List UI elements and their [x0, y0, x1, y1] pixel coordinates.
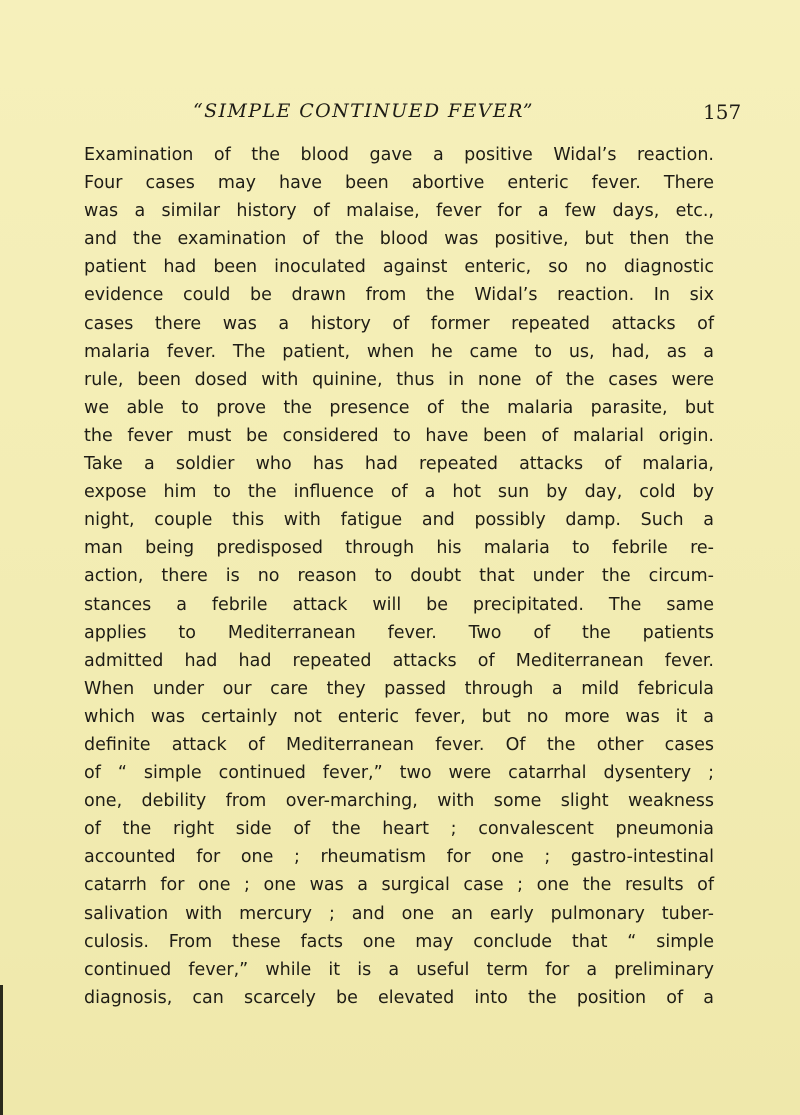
text-line: malaria fever. The patient, when he came to us, had, as a: [84, 341, 714, 362]
text-line: night, couple this with fatigue and possibly damp. Such a: [84, 510, 714, 531]
page-header: [0, 100, 800, 130]
text-line: culosis. From these facts one may conclude that “ simple: [84, 931, 714, 952]
text-line: was a similar history of malaise, fever for a few days, etc.,: [84, 201, 714, 222]
text-line: patient had been inoculated against enteric, so no diagnostic: [84, 257, 714, 278]
text-line: accounted for one ; rheumatism for one ; gastro-intestinal: [84, 847, 714, 868]
text-line: rule, been dosed with quinine, thus in none of the cases were: [84, 369, 714, 390]
text-line: definite attack of Mediterranean fever. Of the other cases: [84, 734, 714, 755]
text-line: salivation with mercury ; and one an early pulmonary tuber-: [84, 903, 714, 924]
text-line: which was certainly not enteric fever, but no more was it a: [84, 706, 714, 727]
text-line: admitted had had repeated attacks of Mediterranean fever.: [84, 650, 714, 671]
text-line: continued fever,” while it is a useful term for a preliminary: [84, 959, 714, 980]
text-line: the fever must be considered to have been of malarial origin.: [84, 425, 714, 446]
text-line: applies to Mediterranean fever. Two of the patients: [84, 622, 714, 643]
text-line: of the right side of the heart ; convalescent pneumonia: [84, 819, 714, 840]
text-line: When under our care they passed through a mild febricula: [84, 678, 714, 699]
text-line: of “ simple continued fever,” two were catarrhal dysentery ;: [84, 763, 714, 784]
text-line: one, debility from over-marching, with some slight weakness: [84, 791, 714, 812]
text-line: stances a febrile attack will be precipitated. The same: [84, 594, 714, 615]
text-line: cases there was a history of former repeated attacks of: [84, 313, 714, 334]
text-line: catarrh for one ; one was a surgical case ; one the results of: [84, 875, 714, 896]
text-line: Four cases may have been abortive enteric fever. There: [84, 173, 714, 194]
page-edge-mark: [0, 985, 3, 1115]
text-line: evidence could be drawn from the Widal’s reaction. In six: [84, 285, 714, 306]
text-line: man being predisposed through his malaria to febrile re-: [84, 538, 714, 559]
body-paragraph: [84, 141, 714, 1012]
text-line: Take a soldier who has had repeated attacks of malaria,: [84, 454, 714, 475]
text-line: we able to prove the presence of the malaria parasite, but: [84, 397, 714, 418]
text-line: expose him to the influence of a hot sun by day, cold by: [84, 482, 714, 503]
text-line: and the examination of the blood was positive, but then the: [84, 229, 714, 250]
text-line: Examination of the blood gave a positive Widal’s reaction.: [84, 145, 714, 165]
page-number: 157: [703, 100, 742, 124]
text-line: diagnosis, can scarcely be elevated into the position of a: [84, 987, 714, 1008]
running-title: “SIMPLE CONTINUED FEVER”: [193, 100, 534, 122]
text-line: action, there is no reason to doubt that under the circum-: [84, 566, 714, 587]
